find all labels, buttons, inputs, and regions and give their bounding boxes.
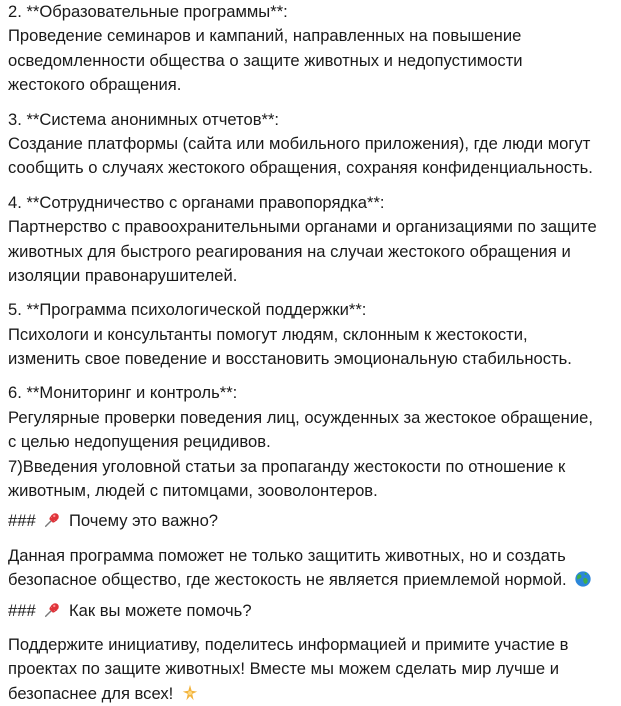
- paragraph-line: Партнерство с правоохранительными органами и организациями по защите: [8, 217, 597, 237]
- paragraph-line: животным, людей с питомцами, зооволонтеров.: [8, 481, 378, 501]
- paragraph-line: сообщить о случаях жестокого обращения, сохраняя конфиденциальность.: [8, 158, 593, 178]
- paragraph-line: осведомленности общества о защите животных и недопустимости: [8, 50, 523, 70]
- why-heading: [8, 509, 621, 533]
- paragraph-line: проектах по защите животных! Вместе мы можем сделать мир лучше и: [8, 659, 560, 679]
- section-how-to-help: [8, 599, 621, 706]
- section-heading: 6. **Мониторинг и контроль**:: [8, 383, 238, 403]
- heading-hashes: ###: [8, 600, 36, 620]
- section-heading: 4. **Сотрудничество с органами правопорядка**:: [8, 192, 385, 212]
- paragraph-line-with-icon: [8, 568, 621, 592]
- paragraph-line: Проведение семинаров и кампаний, направленных на повышение: [8, 26, 522, 46]
- paragraph-line: Данная программа поможет не только защитить животных, но и создать: [8, 545, 566, 565]
- heading-hashes: ###: [8, 511, 36, 531]
- paragraph-line: жестокого обращения.: [8, 75, 182, 95]
- why-title: Почему это важно?: [68, 511, 219, 531]
- section-heading: 3. **Система анонимных отчетов**:: [8, 109, 280, 129]
- pushpin-icon: [43, 601, 61, 619]
- paragraph-line: Психологи и консультанты помогут людям, склонным к жестокости,: [8, 324, 528, 344]
- paragraph-line: животных для быстрого реагирования на случаи жестокого обращения и: [8, 241, 571, 261]
- paragraph-text: безопаснее для всех!: [8, 683, 174, 703]
- help-heading: [8, 599, 621, 623]
- section-educational-programs: [8, 0, 621, 98]
- paragraph-line: с целью недопущения рецидивов.: [8, 432, 271, 452]
- section-why-important: [8, 509, 621, 592]
- section-psychological-support: [8, 298, 621, 371]
- paragraph-line: Создание платформы (сайта или мобильного приложения), где люди могут: [8, 133, 591, 153]
- paragraph-line: изменить свое поведение и восстановить эмоциональную стабильность.: [8, 349, 572, 369]
- paragraph-text: безопасное общество, где жестокость не является приемлемой нормой.: [8, 570, 567, 590]
- section-heading: 5. **Программа психологической поддержки**:: [8, 300, 367, 320]
- section-law-enforcement: [8, 191, 621, 289]
- paragraph-line: Регулярные проверки поведения лиц, осужденных за жестокое обращение,: [8, 407, 593, 427]
- section-heading: 2. **Образовательные программы**:: [8, 2, 288, 21]
- sparkles-icon: [181, 684, 199, 702]
- section-monitoring: [8, 381, 621, 503]
- globe-icon: [574, 570, 592, 588]
- pushpin-icon: [43, 511, 61, 529]
- paragraph-line: Поддержите инициативу, поделитесь информацией и примите участие в: [8, 634, 569, 654]
- help-title: Как вы можете помочь?: [68, 600, 252, 620]
- section-anonymous-reports: [8, 108, 621, 181]
- paragraph-line: изоляции правонарушителей.: [8, 265, 238, 285]
- paragraph-line-with-icon: [8, 682, 621, 706]
- paragraph-line: 7)Введения уголовной статьи за пропаганду жестокости по отношение к: [8, 456, 566, 476]
